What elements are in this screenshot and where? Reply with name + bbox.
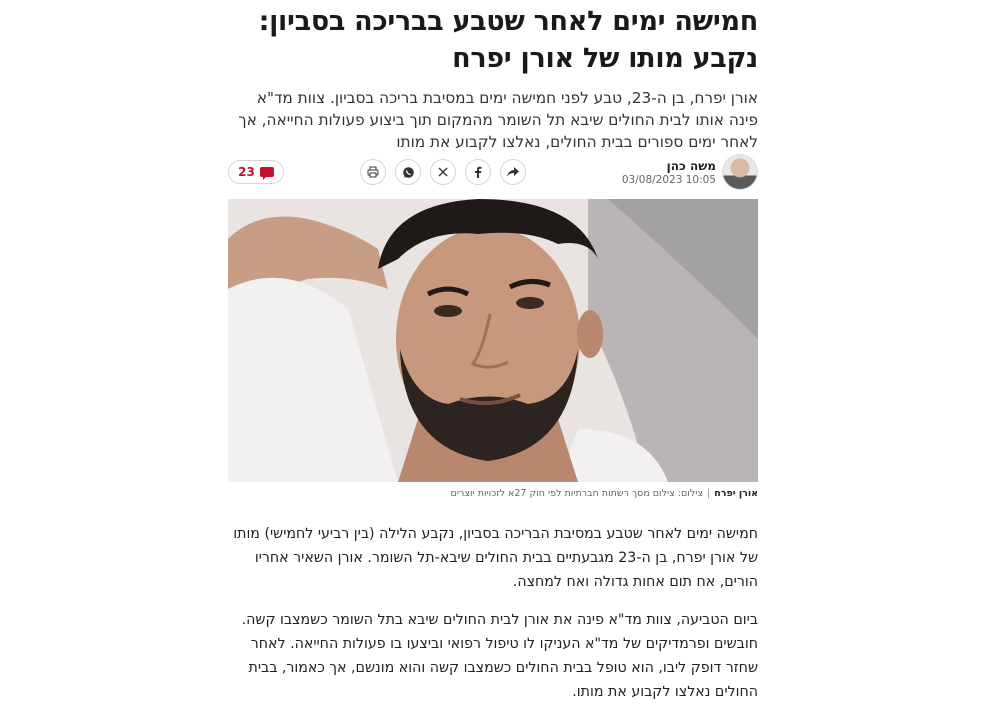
whatsapp-icon[interactable]	[395, 159, 421, 185]
publish-date: 03/08/2023 10:05	[621, 174, 716, 186]
caption-credit: צילום: צילום מסך רשתות חברתיות לפי חוק 27א לזכויות יוצרים	[450, 488, 704, 499]
x-icon[interactable]	[430, 159, 456, 185]
print-icon[interactable]	[360, 159, 386, 185]
caption-subject: אורן יפרח	[714, 488, 758, 499]
body-paragraph-2: ביום הטביעה, צוות מד"א פינה את אורן לבית החולים שיבא בתל השומר כשמצבו קשה. חובשים ופרמדיקים של מד"א העניקו לו טיפול רפואי וביצעו בו פעולות החייאה. לאחר שחזר דופק ליבו, הוא טופל בבית החולים כשמצבו קשה והוא מונשם, אך כאמור, בבית החולים נאלצו לקבוע את מותו.	[241, 612, 758, 700]
comment-icon	[260, 167, 274, 177]
facebook-icon[interactable]	[465, 159, 491, 185]
headline	[228, 0, 758, 77]
article-meta	[228, 154, 758, 190]
photo-caption	[451, 488, 758, 499]
article-subtitle: אורן יפרח, בן ה-23, טבע לפני חמישה ימים במסיבת בריכה בסביון. צוות מד"א פינה אותו לבית החולים שיבא תל השומר מהמקום תוך ביצוע פעולות החייאה, אך לאחר ימים ספורים בבית החולים, נאלצו לקבוע את מותו	[238, 89, 758, 151]
article-photo[interactable]	[228, 199, 758, 482]
headline-line-2: נקבע מותו של אורן יפרח	[452, 43, 758, 74]
caption-separator: |	[707, 488, 711, 499]
author-name[interactable]: משה כהן	[666, 159, 716, 173]
comments-button[interactable]	[228, 160, 284, 184]
article-body	[228, 522, 758, 718]
comments-count: 23	[238, 165, 255, 179]
author-avatar[interactable]	[722, 154, 758, 190]
article	[228, 0, 758, 700]
share-icon[interactable]	[500, 159, 526, 185]
body-paragraph-1: חמישה ימים לאחר שטבע במסיבת הבריכה בסביון, נקבע הלילה (בין רביעי לחמישי) מותו של אורן יפרח, בן ה-23 מגבעתיים בבית החולים שיבא-תל השומר. אורן השאיר אחריו הורים, אח תום אחות גדולה ואח למחצה.	[233, 526, 758, 590]
headline-line-1: חמישה ימים לאחר שטבע בבריכה בסביון:	[258, 6, 758, 37]
